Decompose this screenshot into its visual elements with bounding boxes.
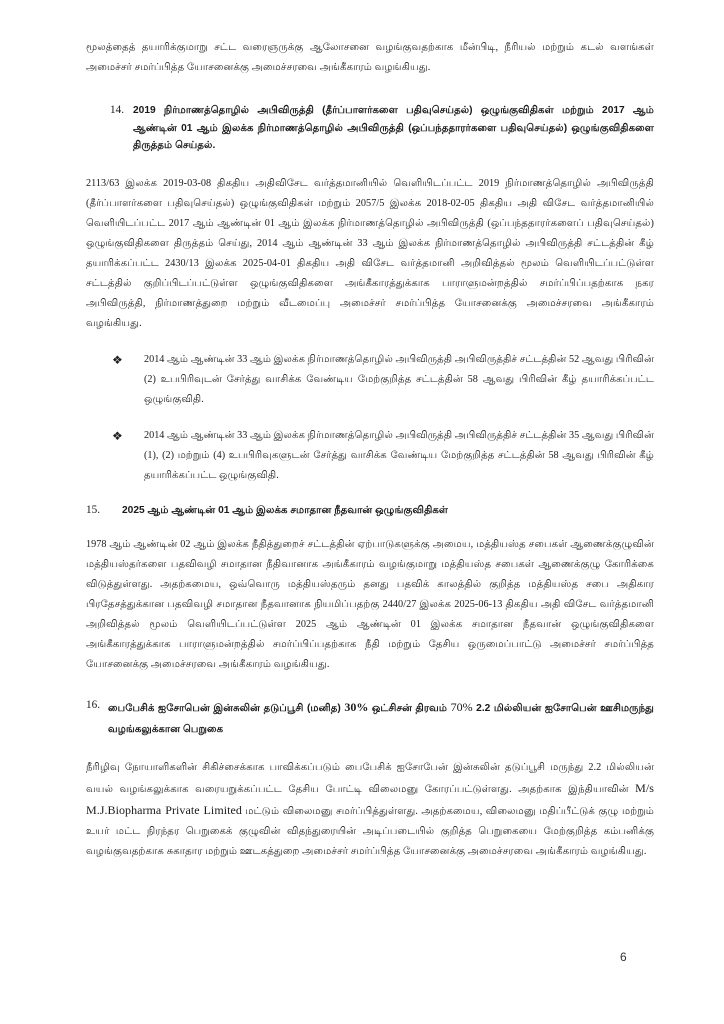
bullet-item xyxy=(112,350,654,410)
title-percent: 70% xyxy=(450,700,473,714)
bullet-text: 2014 ஆம் ஆண்டின் 33 ஆம் இலக்க நிர்மாணத்தொழில் அபிவிருத்தி அபிவிருத்திச் சட்டத்தின் 52 ஆவது பிரிவின் (2) உபபிரிவுடன் சேர்த்து வாசிக்க வேண்டிய மேற்குறித்த சட்டத்தின் 58 ஆவது பிரிவின் கீழ் தயாரிக்கப்பட்ட ஒழுங்குவிதி. xyxy=(144,353,654,405)
bullet-item xyxy=(112,426,654,486)
company-name: M/s M.J.Biopharma Private Limited xyxy=(86,781,654,817)
section-14-heading xyxy=(110,102,654,155)
intro-paragraph: மூலத்தைத் தயாரிக்குமாறு சட்ட வரைஞருக்கு ஆலோசனை வழங்குவதற்காக மீன்பிடி, நீரியல் மற்றும் கடல் வளங்கள் அமைச்சர் சமர்ப்பித்த யோசனைக்கு அமைச்சரவை அங்கீகாரம் வழங்கியது. xyxy=(86,42,654,73)
title-part: 2.2 மில்லியன் ஐசோபென் ஊசிமருந்து வழங்கலுக்கான பெறுகை xyxy=(108,703,654,735)
section-title xyxy=(108,697,654,740)
section-number: 14. xyxy=(110,104,124,116)
document-page xyxy=(86,38,654,862)
body-text: மட்டும் விலைமனு சமர்ப்பித்துள்ளது. அதற்கமைய, விலைமனு மதிப்பீட்டுக் குழு மற்றும் உயர் மட்ட நிரந்தர பெறுகைக் குழுவின் விதந்துரையின் அடிப்படையில் குறித்த பெறுகையை மேற்குறித்த கம்பனிக்கு வழங்குவதற்காக சுகாதார மற்றும் ஊடகத்துறை அமைச்சர் சமர்ப்பித்த யோசனைக்கு அமைச்சரவை அங்கீகாரம் வழங்கியது. xyxy=(86,806,654,857)
section-15-heading xyxy=(86,502,654,520)
section-number: 16. xyxy=(86,699,100,711)
section-15-body: 1978 ஆம் ஆண்டின் 02 ஆம் இலக்க நீதித்துறைச் சட்டத்தின் ஏற்பாடுகளுக்கு அமைய, மத்தியஸ்த சபைகள் ஆணைக்குழுவின் மத்தியஸ்தர்களை பதவிவழி சமாதான நீதிவானாக அங்கீகாரம் வழங்குமாறு மத்தியஸ்த சபைகள் ஆணைக்குழு கோரிக்கை விடுத்துள்ளது. அதற்கமைய, ஒவ்வொரு மத்தியஸ்தரும் தனது பதவிக் காலத்தில் குறித்த மத்தியஸ்த சபை அதிகார பிரதேசத்துக்கான பதவிவழி சமாதான நீதவானாக நியமிப்பதற்கு 2440/27 இலக்க 2025-06-13 திகதிய அதி விசேட வர்த்தமானி அறிவித்தல் மூலம் வெளியிடப்பட்டுள்ள 2025 ஆம் ஆண்டின் 01 இலக்க சமாதான நீதவான் ஒழுங்குவிதிகளை அங்கீகாரத்துக்காக பாராளுமன்றத்தில் சமர்ப்பிப்பதற்காக நீதி மற்றும் தேசிய ஒருமைப்பாட்டு அமைச்சர் சமர்ப்பித்த யோசனைக்கு அமைச்சரவை அங்கீகாரம் வழங்கியது. xyxy=(86,539,654,670)
section-title: 2025 ஆம் ஆண்டின் 01 ஆம் இலக்க சமாதான நீதவான் ஒழுங்குவிதிகள் xyxy=(122,504,449,516)
section-number: 15. xyxy=(86,503,100,516)
title-part: ஒட்சிசன் திரவம் xyxy=(368,703,451,714)
section-14-bullet-list xyxy=(112,350,654,486)
page-number: 6 xyxy=(620,950,627,964)
title-part: பைபேசிக் ஐசோபென் இன்சுலின் தடுப்பூசி (மனித) xyxy=(108,703,345,714)
bullet-text: 2014 ஆம் ஆண்டின் 33 ஆம் இலக்க நிர்மாணத்தொழில் அபிவிருத்தி அபிவிருத்திச் சட்டத்தின் 35 ஆவது பிரிவின் (1), (2) மற்றும் (4) உபபிரிவுகளுடன் சேர்த்து வாசிக்க வேண்டிய மேற்குறித்த சட்டத்தின் 58 ஆவது பிரிவின் கீழ் தயாரிக்கப்பட்ட ஒழுங்குவிதி. xyxy=(144,429,654,481)
section-14-body: 2113/63 இலக்க 2019-03-08 திகதிய அதிவிசேட வர்த்தமானியில் வெளியிடப்பட்ட 2019 நிர்மாணத்தொழில் அபிவிருத்தி (தீர்ப்பாளர்களை பதிவுசெய்தல்) ஒழுங்குவிதிகள் மற்றும் 2057/5 இலக்க 2018-02-05 திகதிய அதி விசேட வர்த்தமானியில் வெளியிடப்பட்ட 2017 ஆம் ஆண்டின் 01 ஆம் இலக்க நிர்மாணத்தொழில் அபிவிருத்தி (ஒப்பந்ததாரர்களைப் பதிவுசெய்தல்) ஒழுங்குவிதிகளை திருத்தம் செய்து, 2014 ஆம் ஆண்டின் 33 ஆம் இலக்க நிர்மாணத்தொழில் அபிவிருத்தி சட்டத்தின் கீழ் தயாரிக்கப்பட்ட 2430/13 இலக்க 2025-04-01 திகதிய அதி விசேட வர்த்தமானி அறிவித்தல் மூலம் வெளியிடப்பட்டுள்ள சட்டத்தில் குறிப்பிடப்பட்டுள்ள ஒழுங்குவிதிகளை அங்கீகாரத்துக்காக பாராளுமன்றத்தில் சமர்ப்பிப்பதற்காக நகர அபிவிருத்தி, நிர்மாணத்துறை மற்றும் வீடமைப்பு அமைச்சர் சமர்ப்பித்த யோசனைக்கு அமைச்சரவை அங்கீகாரம் வழங்கியது. xyxy=(86,177,654,329)
body-text: நீரிழிவு நோயாளிகளின் சிகிச்சைக்காக பாவிக்கப்படும் பைபேசிக் ஐசோபேன் இன்சுலின் தடுப்பூசி மருந்து 2.2 மில்லியன் வயல் வழங்கலுக்காக வரையறுக்கப்பட்ட தேசிய போட்டி விலைமனு கோரப்பட்டுள்ளது. அதற்காக இந்தியாவின் xyxy=(86,762,654,795)
section-16-heading xyxy=(86,697,654,740)
section-16-body xyxy=(86,758,654,862)
title-percent: 30% xyxy=(344,700,369,714)
section-title: 2019 நிர்மாணத்தொழில் அபிவிருத்தி (தீர்ப்பாளர்களை பதிவுசெய்தல்) ஒழுங்குவிதிகள் மற்றும் 2017 ஆம் ஆண்டின் 01 ஆம் இலக்க நிர்மாணத்தொழில் அபிவிருத்தி (ஒப்பந்ததாரர்களை பதிவுசெய்தல்) ஒழுங்குவிதிகளை திருத்தம் செய்தல். xyxy=(133,105,654,151)
diamond-bullet-icon: ❖ xyxy=(112,428,123,443)
diamond-bullet-icon: ❖ xyxy=(112,352,123,367)
